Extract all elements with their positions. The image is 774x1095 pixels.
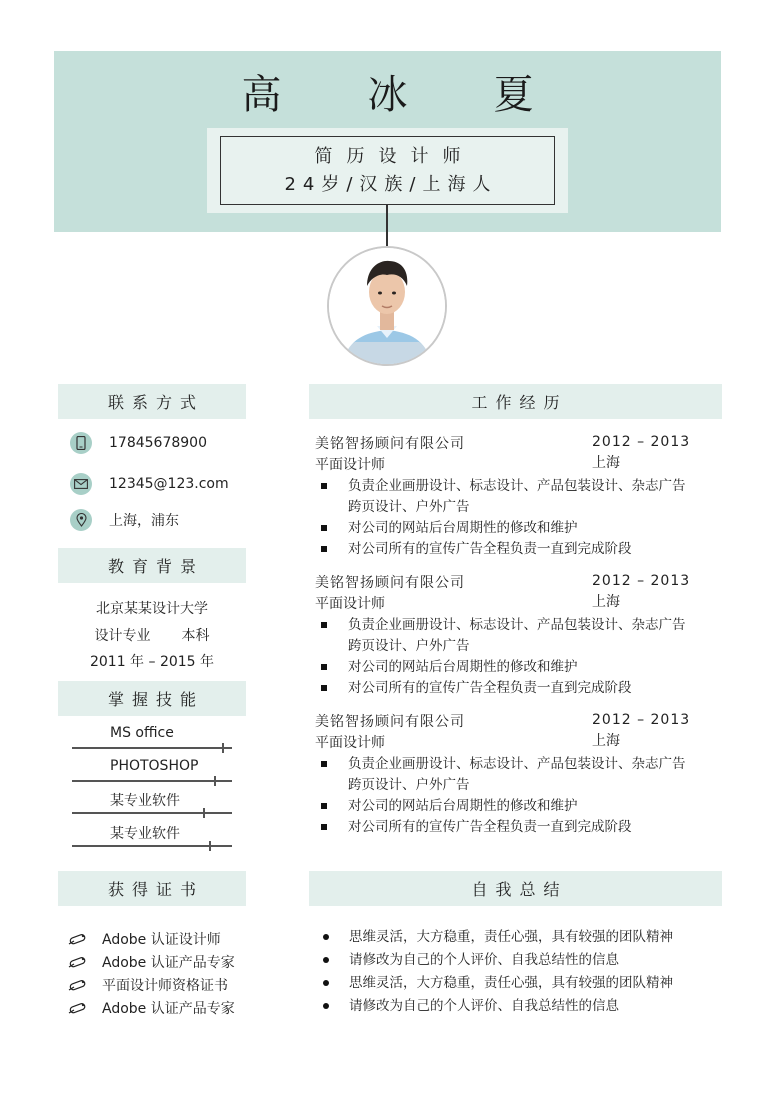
skill-item	[72, 790, 232, 814]
subtitle-box	[220, 136, 555, 205]
skill-name: 某专业软件	[110, 793, 180, 809]
skills-section-title: 掌握技能	[58, 681, 246, 716]
certificate-item	[68, 952, 235, 972]
skill-name: 某专业软件	[110, 826, 180, 842]
company-name: 美铭智扬顾问有限公司	[315, 714, 465, 730]
location-text: 上海，浦东	[109, 513, 179, 529]
skill-bar	[72, 845, 232, 847]
duty-item: 对公司所有的宣传广告全程负责一直到完成阶段	[315, 817, 695, 838]
skill-bar	[72, 747, 232, 749]
duty-item: 负责企业画册设计、标志设计、产品包装设计、杂志广告跨页设计、户外广告	[315, 476, 695, 518]
mail-icon	[70, 473, 92, 495]
duty-item: 对公司所有的宣传广告全程负责一直到完成阶段	[315, 678, 695, 699]
major: 设计专业	[94, 628, 151, 644]
summary-item: 思维灵活，大方稳重，责任心强，具有较强的团队精神	[320, 972, 720, 995]
skill-bar	[72, 780, 232, 782]
name-char: 冰	[367, 72, 408, 118]
duty-list	[315, 476, 695, 560]
duty-item: 负责企业画册设计、标志设计、产品包装设计、杂志广告跨页设计、户外广告	[315, 615, 695, 657]
skill-level-marker	[214, 776, 216, 786]
skill-item	[72, 725, 232, 749]
diploma-icon	[68, 932, 88, 946]
company-name: 美铭智扬顾问有限公司	[315, 436, 465, 452]
job-period: 2012 – 2013	[592, 573, 691, 589]
portrait-image	[329, 248, 445, 364]
resume-header	[54, 51, 721, 232]
phone-number: 17845678900	[109, 435, 207, 451]
contact-phone	[70, 432, 207, 454]
certificate-name: Adobe 认证产品专家	[102, 1001, 235, 1017]
certificates-section-title: 获得证书	[58, 871, 246, 906]
certificate-name: Adobe 认证设计师	[102, 932, 221, 948]
name-char: 高	[241, 72, 282, 118]
personal-info: 24岁/汉族/上海人	[284, 174, 498, 195]
diploma-icon	[68, 1001, 88, 1015]
summary-list	[320, 926, 720, 1018]
location-icon	[70, 509, 92, 531]
job-location: 上海	[592, 733, 620, 749]
duty-item: 负责企业画册设计、标志设计、产品包装设计、杂志广告跨页设计、户外广告	[315, 754, 695, 796]
profile-photo	[327, 246, 447, 366]
contact-location	[70, 509, 179, 531]
email-address[interactable]: 12345@123.com	[109, 476, 229, 492]
subtitle-panel	[207, 128, 568, 213]
contact-email	[70, 473, 229, 495]
certificate-name: 平面设计师资格证书	[102, 978, 228, 994]
person-name	[54, 69, 721, 121]
diploma-icon	[68, 978, 88, 992]
diploma-icon	[68, 955, 88, 969]
summary-section-title: 自我总结	[309, 871, 722, 906]
job-period: 2012 – 2013	[592, 434, 691, 450]
duty-item: 对公司的网站后台周期性的修改和维护	[315, 796, 695, 817]
summary-item: 请修改为自己的个人评价、自我总结性的信息	[320, 995, 720, 1018]
skill-level-marker	[209, 841, 211, 851]
degree: 本科	[181, 628, 210, 644]
skill-item	[72, 823, 232, 847]
certificate-item	[68, 998, 235, 1018]
job-period: 2012 – 2013	[592, 712, 691, 728]
major-degree	[58, 625, 246, 645]
education-section-title: 教育背景	[58, 548, 246, 583]
skill-item	[72, 758, 232, 782]
job-role: 平面设计师	[315, 457, 385, 473]
education-period: 2011 年 – 2015 年	[89, 654, 215, 670]
certificate-item	[68, 975, 228, 995]
duty-item: 对公司所有的宣传广告全程负责一直到完成阶段	[315, 539, 695, 560]
job-location: 上海	[592, 594, 620, 610]
certificate-name: Adobe 认证产品专家	[102, 955, 235, 971]
contact-section-title: 联系方式	[58, 384, 246, 419]
job-location: 上海	[592, 455, 620, 471]
connector-line	[386, 204, 388, 246]
skill-name: PHOTOSHOP	[110, 758, 199, 774]
duty-item: 对公司的网站后台周期性的修改和维护	[315, 657, 695, 678]
work-section-title: 工作经历	[309, 384, 722, 419]
job-title: 简历设计师	[314, 146, 475, 167]
duty-item: 对公司的网站后台周期性的修改和维护	[315, 518, 695, 539]
job-role: 平面设计师	[315, 735, 385, 751]
company-name: 美铭智扬顾问有限公司	[315, 575, 465, 591]
school-name: 北京某某设计大学	[96, 601, 208, 617]
skill-level-marker	[222, 743, 224, 753]
skill-level-marker	[203, 808, 205, 818]
duty-list	[315, 754, 695, 838]
duty-list	[315, 615, 695, 699]
certificate-item	[68, 929, 221, 949]
skill-bar	[72, 812, 232, 814]
job-role: 平面设计师	[315, 596, 385, 612]
skill-name: MS office	[110, 725, 174, 741]
summary-item: 思维灵活，大方稳重，责任心强，具有较强的团队精神	[320, 926, 720, 949]
summary-item: 请修改为自己的个人评价、自我总结性的信息	[320, 949, 720, 972]
name-char: 夏	[493, 72, 534, 118]
phone-icon	[70, 432, 92, 454]
